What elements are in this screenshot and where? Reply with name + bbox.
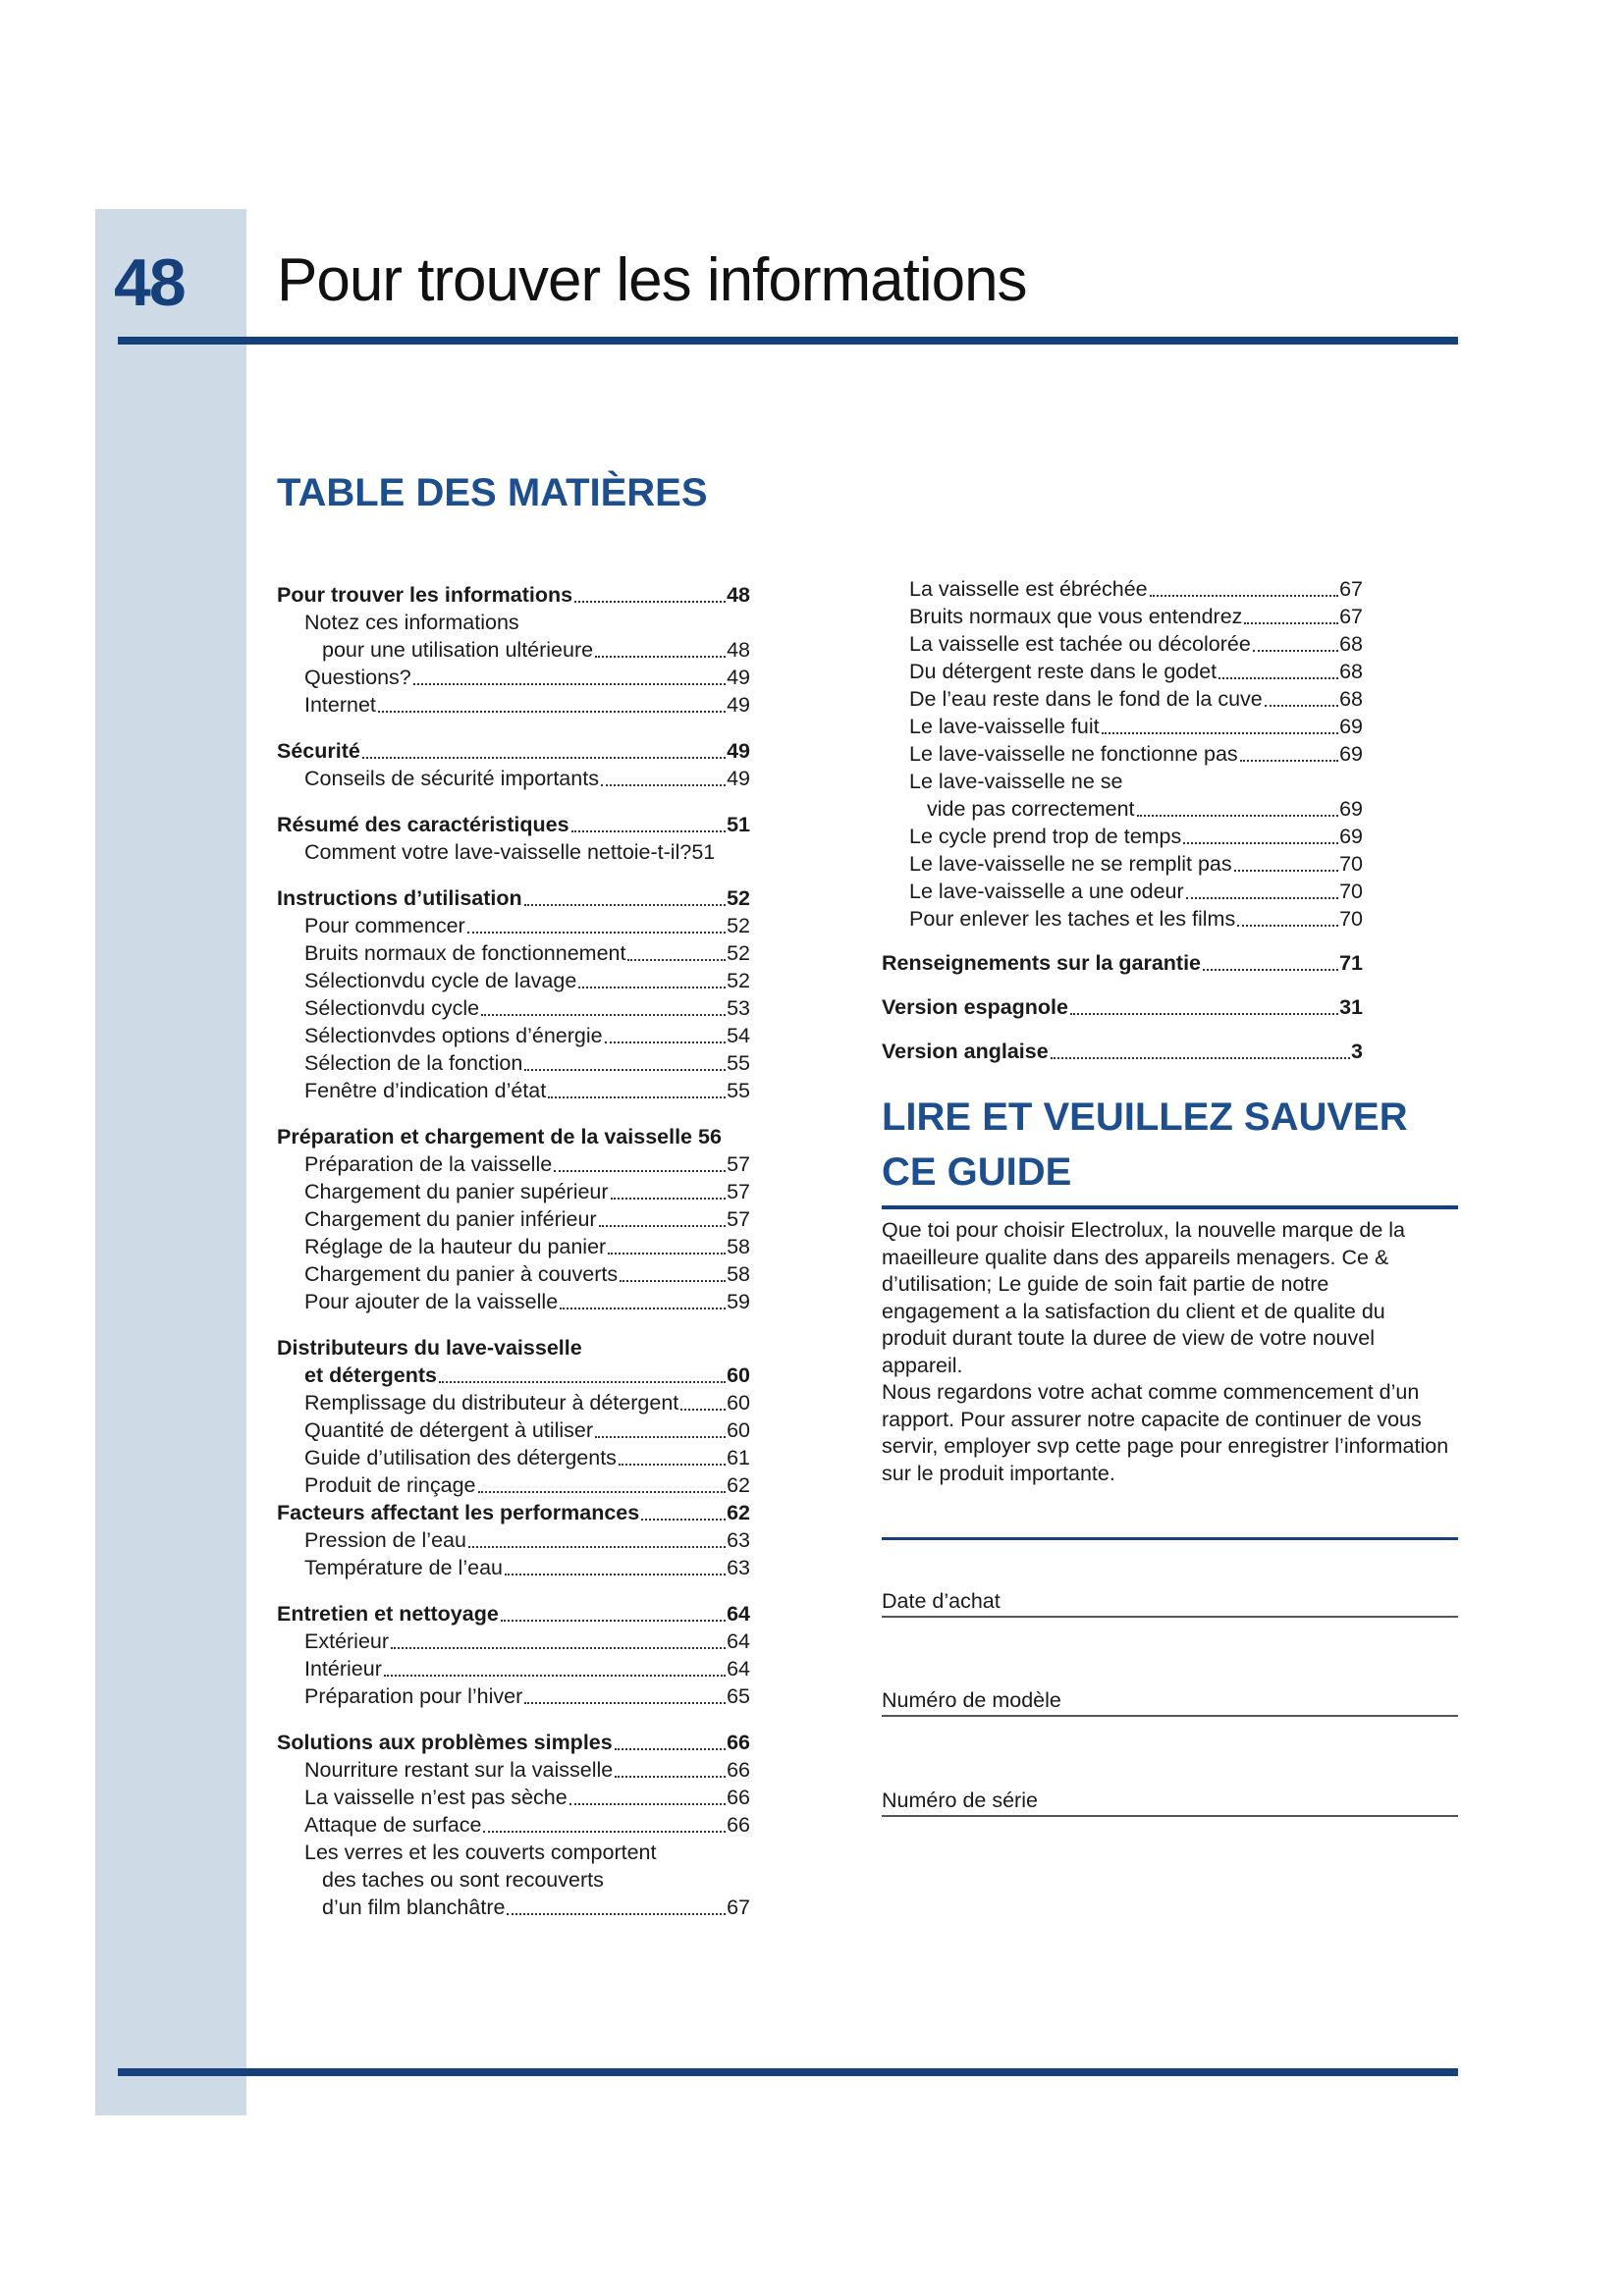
toc-left-column [277, 581, 750, 1921]
toc-entry-page: 54 [727, 1024, 750, 1047]
toc-entry-page: 68 [1339, 632, 1363, 656]
toc-entry-label: Résumé des caractéristiques [277, 813, 569, 836]
toc-entry-page: 58 [727, 1262, 750, 1286]
toc-entry [277, 1150, 750, 1178]
toc-entry [277, 1866, 750, 1894]
purchase-date-line[interactable] [882, 1616, 1458, 1618]
toc-entry-label: Bruits normaux de fonctionnement [304, 941, 626, 965]
toc-entry [277, 1362, 750, 1389]
toc-leader-dots [524, 1069, 726, 1071]
toc-entry-page: 51 [727, 813, 750, 836]
toc-entry-label: Pour enlever les taches et les films [909, 907, 1236, 931]
toc-entry [277, 1600, 750, 1628]
toc-leader-dots [620, 1280, 726, 1282]
toc-entry-label: Le lave-vaisselle ne se [909, 770, 1123, 793]
toc-entry-label: Les verres et les couverts comportent [304, 1841, 657, 1864]
toc-leader-dots [483, 1831, 726, 1833]
toc-entry-page: 67 [1339, 605, 1363, 628]
toc-entry-label: Version espagnole [882, 995, 1068, 1019]
toc-entry [277, 636, 750, 664]
toc-leader-dots [1218, 677, 1338, 679]
toc-entry-page: 53 [727, 996, 750, 1020]
toc-entry [277, 1655, 750, 1682]
toc-entry-label: Facteurs affectant les performances [277, 1501, 640, 1524]
toc-entry [882, 740, 1363, 768]
guide-paragraph-2: Nous regardons votre achat comme commencement d’un rapport. Pour assurer notre capacite de continuer de vous servir, employer svp cette page pour enregistrer l’information sur le produit importante. [882, 1380, 1449, 1485]
toc-entry [277, 581, 750, 609]
toc-entry [882, 878, 1363, 905]
toc-entry [277, 884, 750, 912]
header-rule [118, 337, 1458, 345]
toc-leader-dots [468, 1546, 726, 1548]
toc-entry [277, 1499, 750, 1526]
toc-leader-dots [615, 1748, 726, 1750]
toc-leader-dots [599, 1225, 726, 1227]
toc-entry-label: Guide d’utilisation des détergents [304, 1446, 617, 1469]
toc-entry-page: 69 [1339, 797, 1363, 821]
guide-heading-line1: LIRE ET VEUILLEZ SAUVER [882, 1095, 1408, 1139]
toc-entry [277, 939, 750, 967]
toc-entry-label: La vaisselle n’est pas sèche [304, 1786, 568, 1809]
toc-entry-page: 69 [1339, 715, 1363, 738]
toc-entry-label: De l’eau reste dans le fond de la cuve [909, 687, 1263, 711]
toc-entry-page: 71 [1339, 951, 1363, 975]
toc-entry-page: 52 [727, 914, 750, 937]
toc-entry-page: 57 [727, 1180, 750, 1203]
form-rule [882, 1537, 1458, 1540]
guide-paragraph-1: Que toi pour choisir Electrolux, la nouvelle marque de la maeilleure qualite dans des appareils menagers. Ce & d’utilisation; Le guide de soin fait partie de notre engagement a la satisfaction du client et de qualite du produit durant toute la duree de view de votre nouvel appareil. [882, 1218, 1406, 1377]
toc-entry-page: 70 [1339, 852, 1363, 876]
model-number-line[interactable] [882, 1715, 1458, 1717]
toc-entry [277, 691, 750, 719]
toc-entry-label: Température de l’eau [304, 1556, 503, 1579]
toc-entry-page: 57 [727, 1207, 750, 1231]
toc-entry [277, 1894, 750, 1921]
toc-leader-dots [1102, 732, 1338, 734]
toc-entry-label: Nourriture restant sur la vaisselle [304, 1758, 614, 1782]
toc-entry-page: 61 [727, 1446, 750, 1469]
toc-leader-dots [680, 1409, 726, 1411]
serial-number-label: Numéro de série [882, 1789, 1038, 1812]
toc-entry [277, 1178, 750, 1205]
toc-entry-page: 64 [727, 1657, 750, 1681]
toc-entry [882, 603, 1363, 630]
toc-entry [277, 1416, 750, 1444]
toc-leader-dots [524, 904, 726, 906]
toc-entry-label: Préparation de la vaisselle [304, 1152, 553, 1176]
toc-leader-dots [439, 1381, 726, 1383]
serial-number-line[interactable] [882, 1815, 1458, 1817]
toc-entry [882, 768, 1363, 795]
toc-entry-label: Sélection de la fonction [304, 1051, 523, 1075]
toc-entry [277, 737, 750, 765]
toc-entry [882, 993, 1363, 1021]
toc-entry-label: Pour commencer [304, 914, 465, 937]
toc-entry [277, 1123, 750, 1150]
toc-entry-label: Chargement du panier inférieur [304, 1207, 597, 1231]
toc-entry [277, 1526, 750, 1554]
toc-entry-page: 60 [727, 1391, 750, 1415]
toc-entry-label: Chargement du panier supérieur [304, 1180, 609, 1203]
toc-leader-dots [1244, 622, 1338, 624]
toc-entry-label: La vaisselle est ébréchée [909, 577, 1148, 601]
toc-leader-dots [507, 1913, 726, 1915]
toc-leader-dots [478, 1491, 727, 1493]
toc-entry-label: Fenêtre d’indication d’état [304, 1079, 547, 1102]
serial-number-field[interactable] [882, 1787, 1458, 1817]
toc-leader-dots [574, 601, 726, 603]
toc-entry [277, 609, 750, 636]
toc-entry-page: 66 [727, 1731, 750, 1754]
toc-leader-dots [467, 932, 726, 934]
toc-entry [882, 575, 1363, 603]
toc-entry-label: La vaisselle est tachée ou décolorée [909, 632, 1251, 656]
toc-leader-dots [548, 1096, 726, 1098]
toc-leader-dots [1253, 650, 1338, 652]
toc-leader-dots [362, 757, 726, 759]
toc-entry-label: Le lave-vaisselle ne se remplit pas [909, 852, 1232, 876]
toc-entry [882, 949, 1363, 977]
toc-leader-dots [578, 987, 726, 988]
toc-entry [277, 1233, 750, 1260]
toc-entry-label: Le lave-vaisselle a une odeur [909, 880, 1184, 903]
toc-entry-label: Pour ajouter de la vaisselle [304, 1290, 559, 1313]
toc-entry-page: 69 [1339, 742, 1363, 766]
toc-entry [882, 685, 1363, 713]
toc-entry-page: 63 [727, 1556, 750, 1579]
toc-entry [882, 795, 1363, 823]
toc-entry-page: 62 [727, 1473, 750, 1497]
toc-entry-page: 31 [1339, 995, 1363, 1019]
toc-entry [277, 1334, 750, 1362]
toc-entry-label: d’un film blanchâtre [322, 1896, 506, 1919]
toc-entry-page: 49 [727, 739, 750, 763]
toc-entry-page: 70 [1339, 907, 1363, 931]
toc-entry [277, 1205, 750, 1233]
toc-leader-dots [1240, 760, 1338, 762]
toc-leader-dots [501, 1620, 726, 1622]
toc-entry-page: 63 [727, 1528, 750, 1552]
toc-entry-label: Entretien et nettoyage [277, 1602, 499, 1626]
page-number: 48 [114, 245, 185, 320]
toc-leader-dots [641, 1519, 726, 1521]
toc-entry-label: Version anglaise [882, 1040, 1049, 1063]
toc-entry [277, 1077, 750, 1104]
toc-leader-dots [1070, 1013, 1338, 1015]
toc-entry-label: Le lave-vaisselle ne fonctionne pas [909, 742, 1238, 766]
toc-entry [277, 994, 750, 1022]
model-number-field[interactable] [882, 1686, 1458, 1717]
toc-leader-dots [554, 1170, 726, 1172]
toc-entry [277, 1756, 750, 1784]
toc-leader-dots [481, 1014, 726, 1016]
toc-entry-page: 66 [727, 1786, 750, 1809]
toc-entry-page: 52 [727, 886, 750, 910]
toc-entry-label: Internet [304, 693, 376, 717]
toc-entry-label: Remplissage du distributeur à détergent [304, 1391, 679, 1415]
toc-entry [277, 1260, 750, 1288]
toc-leader-dots [595, 656, 726, 658]
toc-entry [882, 630, 1363, 658]
toc-entry [277, 1729, 750, 1756]
toc-entry-page: 64 [727, 1629, 750, 1653]
toc-entry-page: 60 [727, 1418, 750, 1442]
toc-entry-page: 49 [727, 666, 750, 689]
toc-leader-dots [524, 1702, 726, 1704]
toc-entry [277, 1784, 750, 1811]
toc-entry-label: vide pas correctement [927, 797, 1135, 821]
toc-entry-label: Bruits normaux que vous entendrez [909, 605, 1243, 628]
toc-entry-label: Solutions aux problèmes simples [277, 1731, 613, 1754]
toc-entry [277, 838, 750, 866]
toc-heading: TABLE DES MATIÈRES [277, 471, 708, 514]
toc-entry [882, 713, 1363, 740]
toc-entry [277, 967, 750, 994]
toc-leader-dots [1183, 842, 1338, 844]
toc-entry-page: 58 [727, 1235, 750, 1258]
toc-leader-dots [611, 1198, 727, 1200]
toc-entry-label: Distributeurs du lave-vaisselle [277, 1336, 582, 1360]
sidebar-band [95, 209, 246, 2115]
toc-entry [277, 1288, 750, 1315]
toc-entry-label: Préparation pour l’hiver [304, 1684, 523, 1708]
page-title: Pour trouver les informations [277, 246, 1027, 314]
toc-entry [277, 1444, 750, 1471]
toc-entry-label: des taches ou sont recouverts [322, 1868, 604, 1892]
toc-entry-label: Pression de l’eau [304, 1528, 466, 1552]
toc-entry-label: Attaque de surface [304, 1813, 482, 1837]
toc-entry-page: 49 [727, 767, 750, 790]
toc-entry [277, 912, 750, 939]
toc-leader-dots [378, 711, 726, 713]
toc-leader-dots [505, 1574, 726, 1575]
toc-entry [277, 1389, 750, 1416]
toc-entry [277, 811, 750, 838]
toc-entry [277, 1554, 750, 1581]
toc-entry-page: 59 [727, 1290, 750, 1313]
guide-text [882, 1217, 1451, 1487]
toc-entry-label: pour une utilisation ultérieure [322, 638, 594, 662]
guide-rule [882, 1205, 1458, 1209]
guide-heading [882, 1090, 1432, 1200]
toc-entry-page: 67 [727, 1896, 750, 1919]
toc-entry [277, 664, 750, 691]
toc-entry-label: Instructions d’utilisation [277, 886, 522, 910]
toc-leader-dots [1265, 705, 1338, 707]
toc-entry-label: Le cycle prend trop de temps [909, 825, 1182, 848]
toc-entry-label: Pour trouver les informations [277, 583, 573, 607]
toc-entry-page: 69 [1339, 825, 1363, 848]
toc-leader-dots [605, 1041, 726, 1043]
toc-entry-label: Chargement du panier à couverts [304, 1262, 619, 1286]
toc-entry-label: Préparation et chargement de la vaisselle 56 [277, 1125, 722, 1148]
toc-entry [882, 850, 1363, 878]
toc-leader-dots [1237, 925, 1338, 927]
toc-entry [882, 823, 1363, 850]
toc-leader-dots [619, 1464, 726, 1466]
toc-entry-page: 62 [727, 1501, 750, 1524]
footer-rule [118, 2068, 1458, 2076]
toc-leader-dots [571, 830, 727, 832]
toc-entry [882, 1038, 1363, 1065]
toc-entry-page: 49 [727, 693, 750, 717]
toc-entry-label: Sélectionvdes options d’énergie [304, 1024, 603, 1047]
toc-entry [277, 1471, 750, 1499]
toc-entry-page: 52 [727, 969, 750, 992]
toc-right-column [882, 575, 1363, 1065]
toc-entry-page: 55 [727, 1079, 750, 1102]
toc-entry-label: Réglage de la hauteur du panier [304, 1235, 607, 1258]
toc-entry-label: Questions? [304, 666, 411, 689]
toc-entry-page: 67 [1339, 577, 1363, 601]
toc-entry-label: Conseils de sécurité importants [304, 767, 599, 790]
toc-leader-dots [608, 1253, 726, 1255]
toc-entry-page: 48 [727, 638, 750, 662]
toc-entry-page: 60 [727, 1363, 750, 1387]
model-number-label: Numéro de modèle [882, 1688, 1061, 1712]
toc-leader-dots [1150, 595, 1338, 597]
purchase-date-label: Date d’achat [882, 1589, 1001, 1613]
toc-entry-label: Intérieur [304, 1657, 382, 1681]
toc-entry-page: 64 [727, 1602, 750, 1626]
toc-entry-label: Le lave-vaisselle fuit [909, 715, 1100, 738]
toc-entry-page: 70 [1339, 880, 1363, 903]
toc-entry-label: Comment votre lave-vaisselle nettoie-t-il?51 [304, 840, 716, 864]
toc-entry-page: 52 [727, 941, 750, 965]
toc-leader-dots [391, 1647, 726, 1649]
toc-entry-page: 68 [1339, 660, 1363, 683]
toc-entry [277, 1628, 750, 1655]
toc-entry [277, 1049, 750, 1077]
toc-entry-label: Produit de rinçage [304, 1473, 476, 1497]
toc-leader-dots [1186, 897, 1338, 899]
toc-leader-dots [595, 1436, 726, 1438]
toc-entry [277, 765, 750, 792]
toc-leader-dots [1203, 969, 1338, 971]
toc-entry [277, 1022, 750, 1049]
guide-heading-line2: CE GUIDE [882, 1150, 1072, 1194]
toc-entry [277, 1682, 750, 1710]
toc-entry-page: 66 [727, 1758, 750, 1782]
toc-entry [882, 905, 1363, 933]
toc-entry [882, 658, 1363, 685]
toc-entry [277, 1811, 750, 1839]
toc-entry-label: Renseignements sur la garantie [882, 951, 1201, 975]
toc-leader-dots [384, 1675, 726, 1677]
toc-entry-page: 3 [1351, 1040, 1363, 1063]
toc-entry [277, 1839, 750, 1866]
toc-entry-page: 57 [727, 1152, 750, 1176]
toc-leader-dots [413, 683, 726, 685]
purchase-date-field[interactable] [882, 1587, 1458, 1618]
toc-leader-dots [560, 1308, 726, 1309]
toc-leader-dots [1234, 870, 1338, 872]
toc-entry-label: Extérieur [304, 1629, 390, 1653]
toc-entry-label: Notez ces informations [304, 611, 519, 634]
toc-leader-dots [1051, 1057, 1350, 1059]
toc-entry-page: 66 [727, 1813, 750, 1837]
toc-leader-dots [1137, 815, 1339, 817]
toc-entry-label: Sélectionvdu cycle de lavage [304, 969, 577, 992]
toc-leader-dots [569, 1803, 726, 1805]
toc-entry-page: 48 [727, 583, 750, 607]
toc-entry-label: Du détergent reste dans le godet [909, 660, 1218, 683]
toc-leader-dots [601, 784, 726, 786]
toc-entry-label: Sélectionvdu cycle [304, 996, 480, 1020]
toc-entry-label: Quantité de détergent à utiliser [304, 1418, 594, 1442]
toc-entry-page: 65 [727, 1684, 750, 1708]
toc-entry-page: 55 [727, 1051, 750, 1075]
toc-entry-label: Sécurité [277, 739, 360, 763]
toc-entry-label: et détergents [304, 1363, 438, 1387]
toc-leader-dots [615, 1776, 726, 1778]
toc-entry-page: 68 [1339, 687, 1363, 711]
toc-leader-dots [627, 959, 726, 961]
